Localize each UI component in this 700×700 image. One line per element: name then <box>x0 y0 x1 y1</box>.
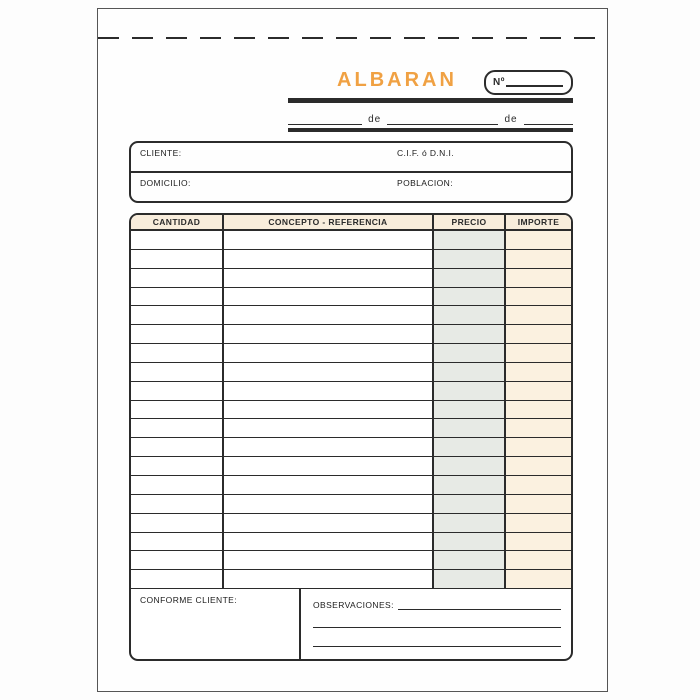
table-row <box>131 382 571 401</box>
client-row <box>131 143 571 173</box>
items-table <box>129 213 573 661</box>
table-row <box>131 269 571 288</box>
cell-concepto <box>224 382 434 400</box>
cell-concepto <box>224 250 434 268</box>
cell-precio <box>434 401 506 419</box>
address-row <box>131 173 571 201</box>
cell-concepto <box>224 344 434 362</box>
cell-cantidad <box>131 250 224 268</box>
cell-cantidad <box>131 495 224 513</box>
table-body <box>131 231 571 589</box>
observaciones-row <box>313 598 561 610</box>
cell-precio <box>434 382 506 400</box>
cell-cantidad <box>131 551 224 569</box>
cell-precio <box>434 476 506 494</box>
date-fill-line-year <box>524 112 573 125</box>
cell-importe <box>506 438 571 456</box>
cell-importe <box>506 344 571 362</box>
date-fill-line-day <box>288 112 362 125</box>
observaciones-fill-line-3 <box>313 646 561 647</box>
cell-concepto <box>224 533 434 551</box>
perforation-dashed-line <box>98 37 607 39</box>
table-row <box>131 570 571 589</box>
cell-cantidad <box>131 288 224 306</box>
table-row <box>131 288 571 307</box>
cell-importe <box>506 476 571 494</box>
cell-cantidad <box>131 514 224 532</box>
observaciones-area <box>301 589 571 659</box>
cell-concepto <box>224 363 434 381</box>
cell-importe <box>506 250 571 268</box>
table-row <box>131 363 571 382</box>
cell-importe <box>506 288 571 306</box>
cell-cantidad <box>131 269 224 287</box>
table-row <box>131 325 571 344</box>
poblacion-label: POBLACION: <box>397 178 453 188</box>
cell-cantidad <box>131 570 224 588</box>
cell-cantidad <box>131 306 224 324</box>
cell-precio <box>434 514 506 532</box>
cell-concepto <box>224 570 434 588</box>
number-label: Nº <box>493 77 505 88</box>
cell-concepto <box>224 231 434 249</box>
cell-precio <box>434 419 506 437</box>
table-row <box>131 514 571 533</box>
cell-cantidad <box>131 325 224 343</box>
cell-cantidad <box>131 476 224 494</box>
table-row <box>131 231 571 250</box>
date-word-de-1: de <box>368 114 382 125</box>
title-double-rule <box>288 98 573 103</box>
cell-precio <box>434 344 506 362</box>
observaciones-label: OBSERVACIONES: <box>313 600 394 610</box>
date-line <box>288 112 573 125</box>
cell-concepto <box>224 457 434 475</box>
observaciones-fill-line-2 <box>313 627 561 628</box>
cell-concepto <box>224 269 434 287</box>
cell-precio <box>434 288 506 306</box>
table-row <box>131 419 571 438</box>
cell-importe <box>506 401 571 419</box>
table-row <box>131 533 571 552</box>
cell-precio <box>434 325 506 343</box>
cell-precio <box>434 551 506 569</box>
cell-concepto <box>224 514 434 532</box>
cell-concepto <box>224 551 434 569</box>
cell-importe <box>506 457 571 475</box>
observaciones-fill-line-1 <box>398 609 561 610</box>
cell-concepto <box>224 288 434 306</box>
header-concepto-referencia: CONCEPTO - REFERENCIA <box>224 215 434 229</box>
cell-cantidad <box>131 457 224 475</box>
cell-importe <box>506 363 571 381</box>
cell-concepto <box>224 438 434 456</box>
cell-importe <box>506 419 571 437</box>
cell-importe <box>506 325 571 343</box>
cell-concepto <box>224 476 434 494</box>
cell-precio <box>434 231 506 249</box>
cell-precio <box>434 269 506 287</box>
cell-concepto <box>224 306 434 324</box>
domicilio-label: DOMICILIO: <box>140 178 191 188</box>
cell-precio <box>434 495 506 513</box>
table-header-row <box>131 215 571 231</box>
table-row <box>131 476 571 495</box>
table-row <box>131 306 571 325</box>
cell-concepto <box>224 495 434 513</box>
cell-cantidad <box>131 401 224 419</box>
cell-precio <box>434 363 506 381</box>
table-row <box>131 457 571 476</box>
client-box <box>129 141 573 203</box>
cell-importe <box>506 382 571 400</box>
cell-cantidad <box>131 419 224 437</box>
cell-importe <box>506 269 571 287</box>
cell-concepto <box>224 401 434 419</box>
cell-cantidad <box>131 438 224 456</box>
cell-importe <box>506 533 571 551</box>
cell-importe <box>506 514 571 532</box>
table-row <box>131 344 571 363</box>
cell-importe <box>506 231 571 249</box>
document-number-box <box>484 70 573 95</box>
cell-precio <box>434 306 506 324</box>
cell-importe <box>506 570 571 588</box>
cell-cantidad <box>131 344 224 362</box>
cliente-label: CLIENTE: <box>140 148 182 158</box>
table-row <box>131 250 571 269</box>
number-fill-line <box>506 85 563 87</box>
cell-importe <box>506 551 571 569</box>
cell-precio <box>434 438 506 456</box>
header-cantidad: CANTIDAD <box>131 215 224 229</box>
conforme-label: CONFORME CLIENTE: <box>140 595 238 605</box>
paper-sheet <box>97 8 608 692</box>
cell-cantidad <box>131 363 224 381</box>
date-double-rule <box>288 128 573 132</box>
cif-label: C.I.F. ó D.N.I. <box>397 148 455 158</box>
cell-precio <box>434 570 506 588</box>
date-word-de-2: de <box>504 114 518 125</box>
table-row <box>131 495 571 514</box>
cell-concepto <box>224 419 434 437</box>
cell-cantidad <box>131 231 224 249</box>
cell-importe <box>506 306 571 324</box>
cell-cantidad <box>131 533 224 551</box>
cell-precio <box>434 533 506 551</box>
cell-precio <box>434 457 506 475</box>
conforme-cliente-box <box>131 589 301 659</box>
form-title: ALBARAN <box>337 69 457 91</box>
header-precio: PRECIO <box>434 215 506 229</box>
cell-precio <box>434 250 506 268</box>
table-footer <box>131 589 571 659</box>
table-row <box>131 401 571 420</box>
cell-concepto <box>224 325 434 343</box>
cell-cantidad <box>131 382 224 400</box>
date-fill-line-month <box>387 112 498 125</box>
table-row <box>131 438 571 457</box>
table-row <box>131 551 571 570</box>
header-importe: IMPORTE <box>517 217 560 227</box>
cell-importe <box>506 495 571 513</box>
